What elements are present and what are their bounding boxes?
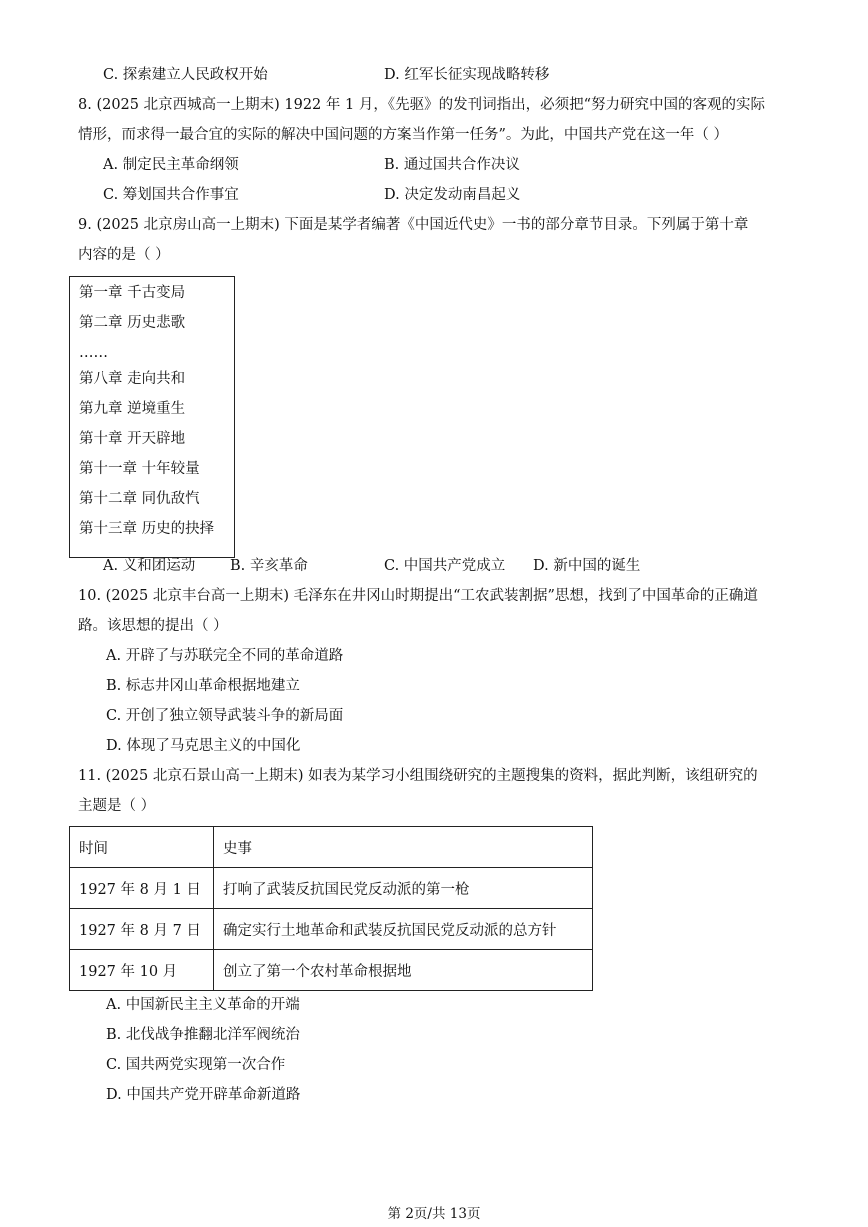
q9-option-d: D. 新中国的诞生 bbox=[533, 558, 641, 574]
q8-option-c: C. 筹划国共合作事宜 bbox=[103, 187, 239, 203]
q9-option-c: C. 中国共产党成立 bbox=[384, 558, 506, 574]
toc-entry: 第九章 逆境重生 bbox=[79, 401, 186, 417]
q10-stem-line1: 10. (2025 北京丰台高一上期末) 毛泽东在井冈山时期提出“工农武装割据”思想，找到了中国革命的正确道 bbox=[78, 588, 758, 604]
table-cell-date: 1927 年 8 月 1 日 bbox=[70, 868, 214, 909]
toc-entry: 第八章 走向共和 bbox=[79, 371, 186, 387]
table-row bbox=[70, 909, 593, 950]
table-header-cell: 史事 bbox=[214, 827, 593, 868]
q8-option-b: B. 通过国共合作决议 bbox=[384, 157, 520, 173]
q10-option-a: A. 开辟了与苏联完全不同的革命道路 bbox=[106, 648, 344, 664]
q8-option-d: D. 决定发动南昌起义 bbox=[384, 187, 521, 203]
q9-stem-line2: 内容的是（ ） bbox=[78, 247, 170, 263]
q10-option-d: D. 体现了马克思主义的中国化 bbox=[106, 738, 301, 754]
q7-option-c: C. 探索建立人民政权开始 bbox=[103, 67, 268, 83]
toc-entry: 第一章 千古变局 bbox=[79, 285, 186, 301]
q8-stem-line1: 8. (2025 北京西城高一上期末) 1922 年 1 月，《先驱》的发刊词指出，必须把“努力研究中国的客观的实际 bbox=[78, 97, 765, 113]
table-cell-date: 1927 年 8 月 7 日 bbox=[70, 909, 214, 950]
toc-entry: 第十一章 十年较量 bbox=[79, 461, 200, 477]
table-cell-event: 确定实行土地革命和武装反抗国民党反动派的总方针 bbox=[214, 909, 593, 950]
toc-entry: 第十章 开天辟地 bbox=[79, 431, 186, 447]
table-header-cell: 时间 bbox=[70, 827, 214, 868]
q10-option-b: B. 标志井冈山革命根据地建立 bbox=[106, 678, 300, 694]
toc-entry: 第二章 历史悲歌 bbox=[79, 315, 186, 331]
q11-option-c: C. 国共两党实现第一次合作 bbox=[106, 1057, 286, 1073]
q7-option-d: D. 红军长征实现战略转移 bbox=[384, 67, 550, 83]
table-row bbox=[70, 950, 593, 991]
table-row bbox=[70, 868, 593, 909]
q9-stem-line1: 9. (2025 北京房山高一上期末) 下面是某学者编著《中国近代史》一书的部分章节目录。下列属于第十章 bbox=[78, 217, 749, 233]
toc-entry: 第十二章 同仇敌忾 bbox=[79, 491, 200, 507]
history-table bbox=[69, 826, 593, 991]
q10-stem-line2: 路。该思想的提出（ ） bbox=[78, 618, 228, 634]
q8-option-a: A. 制定民主革命纲领 bbox=[103, 157, 239, 173]
q11-stem-line1: 11. (2025 北京石景山高一上期末) 如表为某学习小组围绕研究的主题搜集的资料，据此判断，该组研究的 bbox=[78, 768, 758, 784]
q11-stem-line2: 主题是（ ） bbox=[78, 798, 156, 814]
q11-option-a: A. 中国新民主主义革命的开端 bbox=[106, 997, 300, 1013]
q10-option-c: C. 开创了独立领导武装斗争的新局面 bbox=[106, 708, 344, 724]
table-cell-date: 1927 年 10 月 bbox=[70, 950, 214, 991]
q11-option-d: D. 中国共产党开辟革命新道路 bbox=[106, 1087, 301, 1103]
page-number: 第 2页/共 13页 bbox=[387, 1206, 481, 1222]
table-header-row bbox=[70, 827, 593, 868]
q8-stem-line2: 情形，而求得一最合宜的实际的解决中国问题的方案当作第一任务”。为此，中国共产党在这一年（ ） bbox=[78, 127, 729, 143]
toc-entry: 第十三章 历史的抉择 bbox=[79, 521, 215, 537]
q11-option-b: B. 北伐战争推翻北洋军阀统治 bbox=[106, 1027, 300, 1043]
table-cell-event: 打响了武装反抗国民党反动派的第一枪 bbox=[214, 868, 593, 909]
toc-entry: …… bbox=[79, 345, 108, 361]
table-cell-event: 创立了第一个农村革命根据地 bbox=[214, 950, 593, 991]
q9-option-b: B. 辛亥革命 bbox=[230, 558, 308, 574]
q9-option-a: A. 义和团运动 bbox=[103, 558, 196, 574]
